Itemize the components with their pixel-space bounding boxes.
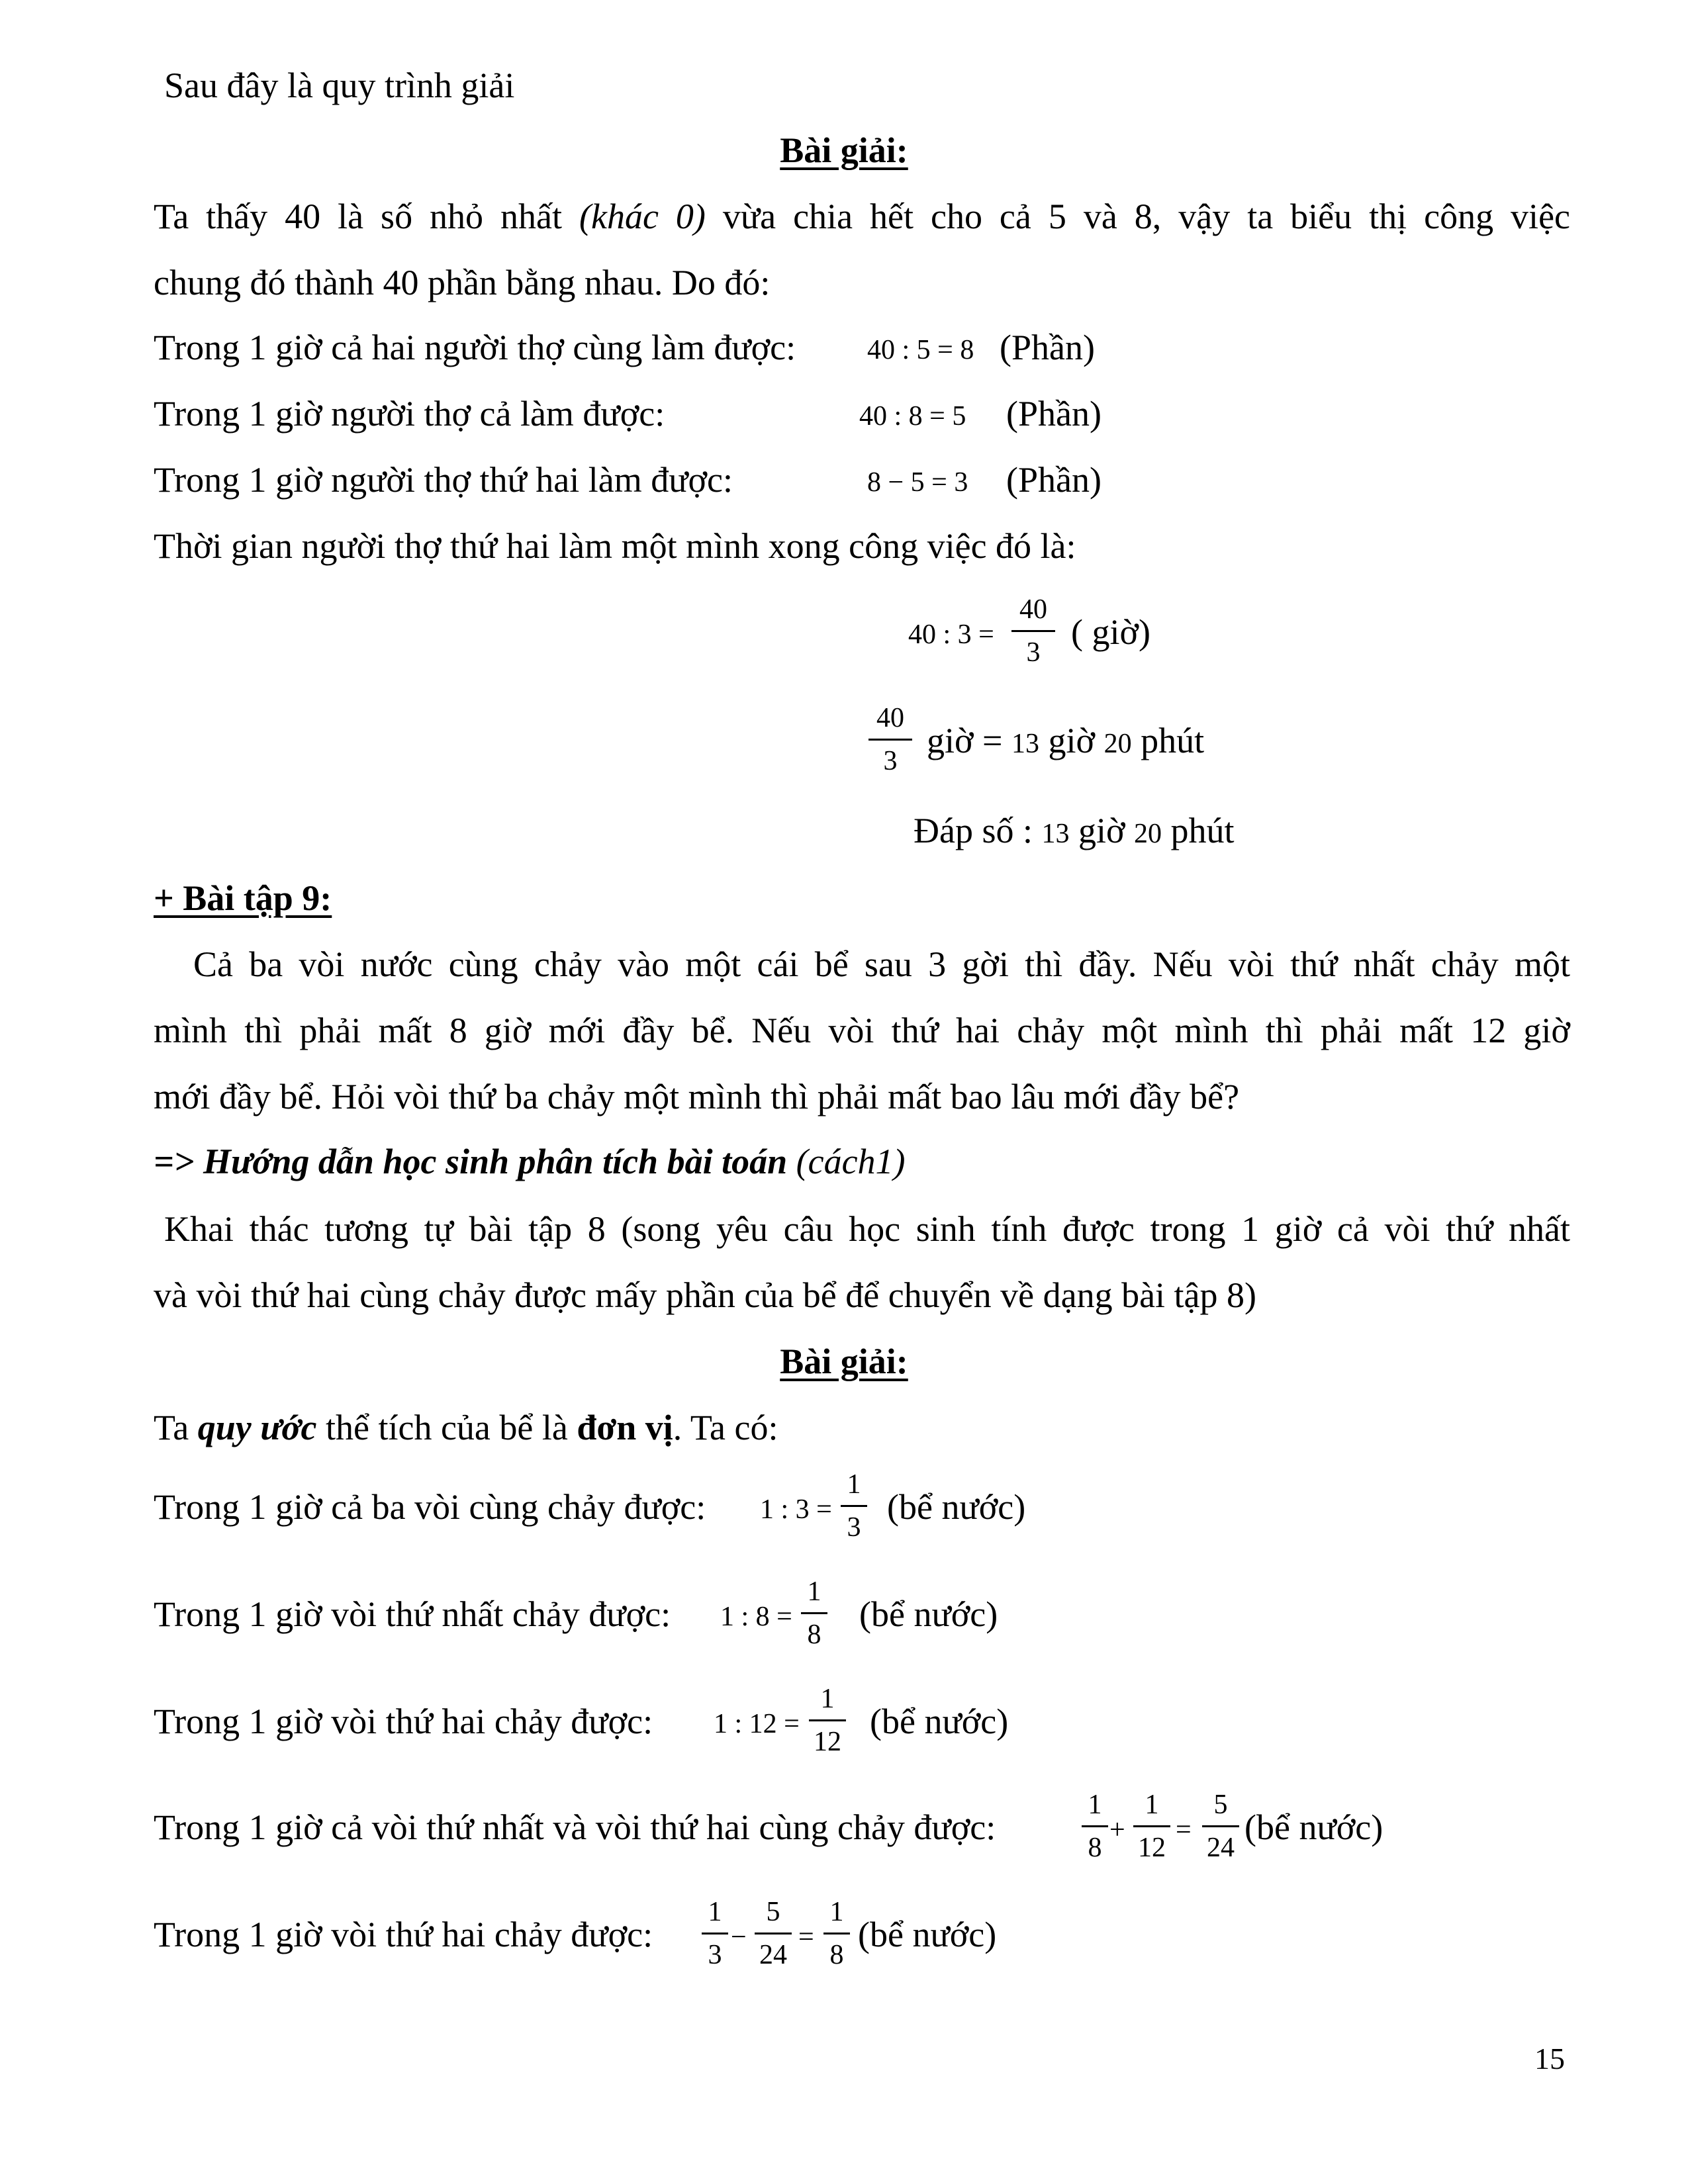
unit-label: (bể nước) — [859, 1594, 998, 1634]
fraction-denominator: 3 — [708, 1940, 722, 1970]
math-expression: 40 : 5 = 8 — [867, 335, 974, 365]
solution-heading-text: Bài giải: — [780, 130, 908, 170]
operator: + — [1109, 1815, 1125, 1845]
operator: = — [1176, 1815, 1192, 1845]
text-run: vừa chia hết cho cả 5 và 8, vậy ta biểu thị công việc — [705, 197, 1570, 236]
fraction-bar — [809, 1719, 846, 1721]
unit-label: ( giờ) — [1071, 612, 1151, 652]
fraction-numerator: 1 — [708, 1897, 722, 1927]
fraction — [809, 1685, 846, 1756]
fraction — [1011, 596, 1055, 666]
unit-label: (Phần) — [1006, 394, 1102, 433]
fraction-denominator: 8 — [829, 1940, 844, 1970]
step-label: Trong 1 giờ người thợ cả làm được: — [154, 394, 665, 433]
fraction-numerator: 5 — [1213, 1790, 1228, 1820]
paragraph-line: mới đầy bể. Hỏi vòi thứ ba chảy một mình thì phải mất bao lâu mới đầy bể? — [154, 1077, 1240, 1116]
fraction — [755, 1898, 792, 1969]
number: 20 — [1134, 819, 1162, 849]
fraction-numerator: 1 — [847, 1469, 861, 1500]
paragraph-line: mình thì phải mất 8 giờ mới đầy bể. Nếu vòi thứ hai chảy một mình thì phải mất 12 giờ — [154, 1011, 1570, 1050]
step-label: Trong 1 giờ vòi thứ hai chảy được: — [154, 1702, 653, 1741]
equation-text — [927, 723, 1204, 758]
math-expression: 1 : 8 = — [720, 1602, 792, 1632]
text-run: thể tích của bể là — [316, 1408, 577, 1447]
solution-heading-text: Bài giải: — [780, 1342, 908, 1381]
step-label: Trong 1 giờ vòi thứ nhất chảy được: — [154, 1594, 671, 1634]
guide-note: (cách1) — [787, 1142, 906, 1181]
fraction-bar — [823, 1933, 850, 1934]
paragraph-line: Cả ba vòi nước cùng chảy vào một cái bể sau 3 gời thì đầy. Nếu vòi thứ nhất chảy một — [193, 944, 1570, 984]
solution-heading — [0, 132, 1688, 168]
math-expression: 1 : 12 = — [714, 1709, 800, 1739]
unit-label: (bể nước) — [887, 1487, 1026, 1527]
guide-line — [154, 1144, 906, 1179]
unit-label: (bể nước) — [858, 1915, 997, 1954]
fraction — [823, 1898, 850, 1969]
fraction — [868, 704, 912, 775]
step-label: Trong 1 giờ cả hai người thợ cùng làm được: — [154, 328, 796, 367]
text-run-italic: (khác 0) — [579, 197, 706, 236]
intro-text: Sau đây là quy trình giải — [164, 66, 515, 105]
fraction-bar — [801, 1612, 827, 1614]
convention-line — [154, 1410, 778, 1445]
fraction — [801, 1578, 827, 1649]
unit-label: (Phần) — [1006, 460, 1102, 500]
text-run: giờ = — [927, 721, 1003, 760]
fraction-bar — [1011, 630, 1055, 632]
text-run-bold: đơn vị — [577, 1408, 673, 1447]
fraction-bar — [1133, 1825, 1170, 1827]
step-label: Trong 1 giờ người thợ thứ hai làm được: — [154, 460, 733, 500]
text-run: phút — [1141, 721, 1205, 760]
fraction-denominator: 8 — [807, 1619, 821, 1650]
fraction-numerator: 1 — [820, 1684, 835, 1714]
text-run: Ta thấy 40 là số nhỏ nhất — [154, 197, 579, 236]
text-run: . Ta có: — [673, 1408, 778, 1447]
text-run: giờ — [1078, 811, 1125, 850]
operator: = — [798, 1922, 814, 1952]
math-expression: 8 − 5 = 3 — [867, 467, 968, 498]
fraction — [841, 1471, 867, 1541]
fraction — [702, 1898, 728, 1969]
guide-title: => Hướng dẫn học sinh phân tích bài toán — [154, 1142, 788, 1181]
fraction — [1202, 1791, 1239, 1862]
fraction — [1133, 1791, 1170, 1862]
fraction-denominator: 3 — [847, 1512, 861, 1543]
answer-line — [914, 813, 1235, 848]
fraction-numerator: 40 — [876, 703, 904, 733]
text-run-bold-italic: quy ước — [197, 1408, 317, 1447]
fraction-numerator: 1 — [1088, 1790, 1102, 1820]
text-run: Ta — [154, 1408, 198, 1447]
paragraph-line: Khai thác tương tự bài tập 8 (song yêu câu học sinh tính được trong 1 giờ cả vòi thứ nhất — [164, 1209, 1570, 1249]
page-number: 15 — [1534, 2042, 1565, 2075]
step-label: Thời gian người thợ thứ hai làm một mình xong công việc đó là: — [154, 526, 1076, 566]
fraction-bar — [1202, 1825, 1239, 1827]
fraction-bar — [1082, 1825, 1108, 1827]
paragraph-line: và vòi thứ hai cùng chảy được mấy phần của bể để chuyển về dạng bài tập 8) — [154, 1275, 1257, 1315]
exercise-heading: + Bài tập 9: — [154, 878, 332, 918]
fraction-bar — [755, 1933, 792, 1934]
solution-heading — [0, 1343, 1688, 1379]
unit-label: (bể nước) — [1244, 1807, 1383, 1847]
number: 13 — [1011, 729, 1040, 759]
fraction-denominator: 24 — [759, 1940, 787, 1970]
fraction-denominator: 24 — [1207, 1833, 1235, 1863]
step-label: Trong 1 giờ cả vòi thứ nhất và vòi thứ hai cùng chảy được: — [154, 1807, 996, 1847]
text-run: phút — [1170, 811, 1235, 850]
fraction-bar — [702, 1933, 728, 1934]
fraction-numerator: 1 — [1145, 1790, 1159, 1820]
paragraph-line: chung đó thành 40 phần bằng nhau. Do đó: — [154, 263, 771, 302]
fraction-numerator: 1 — [829, 1897, 844, 1927]
unit-label: (bể nước) — [870, 1702, 1009, 1741]
fraction-denominator: 12 — [1138, 1833, 1166, 1863]
unit-label: (Phần) — [1000, 328, 1095, 367]
fraction-denominator: 8 — [1088, 1833, 1102, 1863]
fraction-denominator: 3 — [1026, 637, 1041, 668]
math-expression: 40 : 3 = — [908, 619, 994, 650]
operator: − — [731, 1922, 747, 1952]
fraction-bar — [841, 1505, 867, 1507]
fraction-numerator: 5 — [766, 1897, 780, 1927]
step-label: Trong 1 giờ cả ba vòi cùng chảy được: — [154, 1487, 706, 1527]
fraction-bar — [868, 739, 912, 741]
fraction-denominator: 12 — [814, 1727, 841, 1757]
math-expression: 40 : 8 = 5 — [859, 401, 966, 432]
number: 13 — [1041, 819, 1070, 849]
number: 20 — [1103, 729, 1132, 759]
fraction-numerator: 40 — [1019, 594, 1047, 625]
fraction — [1082, 1791, 1108, 1862]
step-label: Trong 1 giờ vòi thứ hai chảy được: — [154, 1915, 653, 1954]
fraction-numerator: 1 — [807, 1576, 821, 1607]
answer-label: Đáp số : — [914, 811, 1033, 850]
math-expression: 1 : 3 = — [760, 1494, 832, 1525]
text-run: giờ — [1048, 721, 1096, 760]
fraction-denominator: 3 — [883, 746, 898, 776]
paragraph-line — [154, 199, 1570, 234]
